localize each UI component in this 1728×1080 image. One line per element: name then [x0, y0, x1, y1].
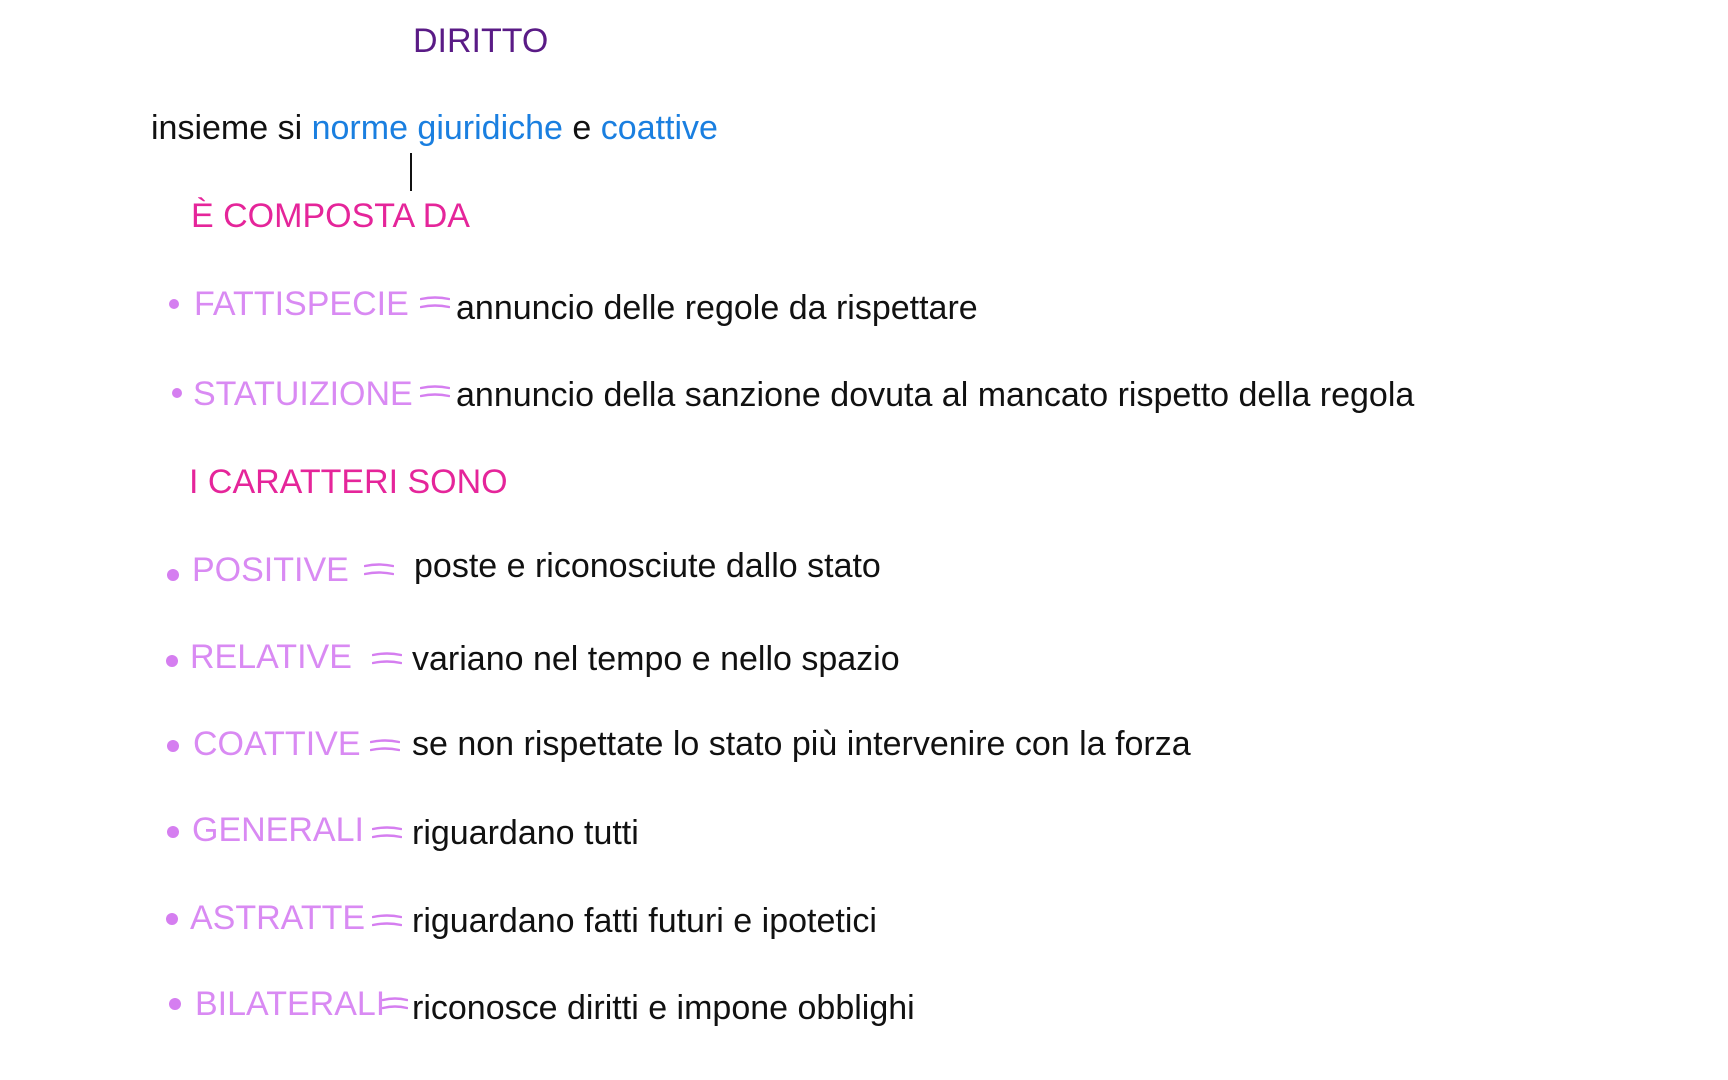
section-heading-characters: I CARATTERI SONO — [189, 463, 508, 501]
definition-text: se non rispettate lo stato più intervenire con la forza — [412, 725, 1191, 763]
equals-arrow-icon — [420, 296, 450, 310]
intro-highlight-norme: norme giuridiche — [311, 109, 563, 147]
equals-arrow-icon — [420, 385, 450, 399]
term-label: RELATIVE — [190, 638, 352, 676]
dot-bullet-icon — [167, 740, 179, 752]
intro-line — [151, 111, 718, 145]
term-label: ASTRATTE — [190, 899, 366, 937]
dot-bullet-icon — [167, 569, 179, 581]
definition-text: annuncio della sanzione dovuta al mancato rispetto della regola — [456, 376, 1415, 414]
intro-highlight-coattive: coattive — [600, 109, 718, 147]
equals-arrow-icon — [382, 997, 408, 1011]
dot-bullet-icon — [169, 299, 179, 309]
term-label: POSITIVE — [192, 551, 349, 589]
intro-connector: e — [562, 109, 601, 147]
equals-arrow-icon — [372, 914, 402, 928]
page-title: DIRITTO — [413, 22, 549, 60]
equals-arrow-icon — [372, 652, 402, 666]
equals-arrow-icon — [370, 739, 400, 753]
definition-text: riconosce diritti e impone obblighi — [412, 989, 915, 1027]
term-label: STATUIZIONE — [193, 375, 413, 413]
definition-text: riguardano fatti futuri e ipotetici — [412, 902, 877, 940]
term-label: BILATERALI — [195, 985, 386, 1023]
definition-text: riguardano tutti — [412, 814, 639, 852]
term-label: GENERALI — [192, 811, 364, 849]
term-label: FATTISPECIE — [194, 285, 409, 323]
dot-bullet-icon — [166, 655, 178, 667]
dot-bullet-icon — [166, 913, 178, 925]
vertical-connector-line — [410, 153, 412, 191]
term-label: COATTIVE — [193, 725, 361, 763]
equals-arrow-icon — [372, 826, 402, 840]
dot-bullet-icon — [169, 998, 181, 1010]
dot-bullet-icon — [167, 826, 179, 838]
definition-text: poste e riconosciute dallo stato — [414, 547, 881, 585]
definition-text: annuncio delle regole da rispettare — [456, 289, 978, 327]
dot-bullet-icon — [172, 388, 182, 398]
intro-lead: insieme si — [151, 109, 312, 147]
section-heading-composition: È COMPOSTA DA — [191, 197, 470, 235]
equals-arrow-icon — [364, 563, 394, 577]
definition-text: variano nel tempo e nello spazio — [412, 640, 900, 678]
